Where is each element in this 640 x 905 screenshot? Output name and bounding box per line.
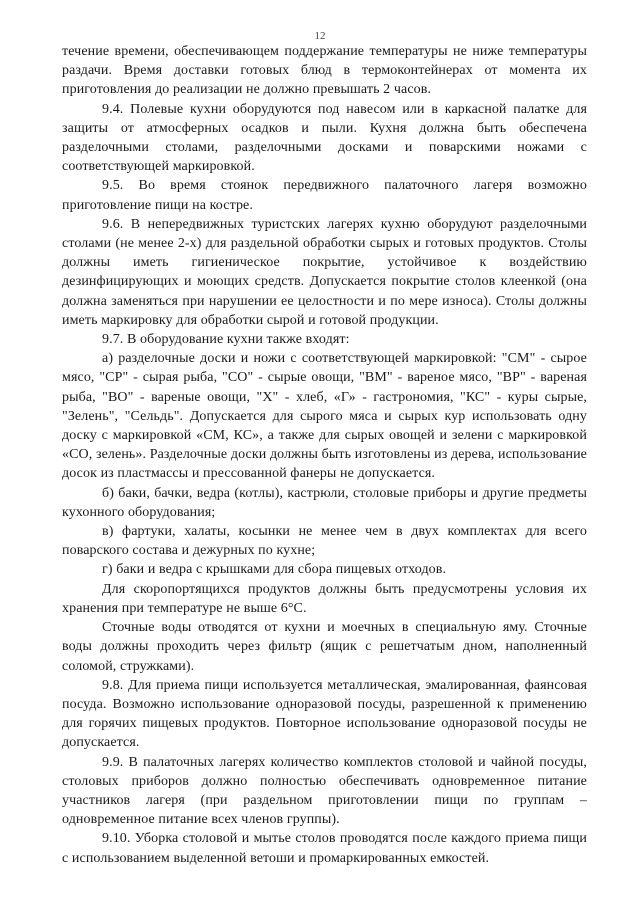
paragraph-9-10: 9.10. Уборка столовой и мытье столов проводятся после каждого приема пищи с использованием выделенной ветоши и промаркированных емкостей. xyxy=(62,831,587,866)
paragraph-wastewater: Сточные воды отводятся от кухни и моечных в специальную яму. Сточные воды должны проходить через фильтр (ящик с решетчатым дном, наполненный соломой, стружками). xyxy=(62,620,587,674)
document-body xyxy=(62,42,587,868)
list-item-g: г) баки и ведра с крышками для сбора пищевых отходов. xyxy=(102,562,447,578)
paragraph-9-5: 9.5. Во время стоянок передвижного палаточного лагеря возможно приготовление пищи на костре. xyxy=(62,178,587,213)
paragraph-9-4: 9.4. Полевые кухни оборудуются под навесом или в каркасной палатке для защиты от атмосферных осадков и пыли. Кухня должна быть обеспечена разделочными столами, разделочными досками и поварскими ножами с соответствующей маркировкой. xyxy=(62,101,587,175)
paragraph-9-6: 9.6. В непередвижных туристских лагерях кухню оборудуют разделочными столами (не менее 2-х) для раздельной обработки сырых и готовых продуктов. Столы должны иметь гигиеническое покрытие, устойчивое к воздействию дезинфицирующих и моющих средств. Допускается покрытие столов клеенкой (она должна заменяться при нарушении ее целостности и по мере износа). Столы должны иметь маркировку для обработки сырой и готовой продукции. xyxy=(62,216,587,328)
page-number: 12 xyxy=(314,30,326,42)
paragraph-9-8: 9.8. Для приема пищи используется металлическая, эмалированная, фаянсовая посуда. Возможно использование одноразовой посуды, разрешенной к применению для горячих пищевых продуктов. Повторное использование одноразовой посуды не допускается. xyxy=(62,677,587,751)
paragraph-storage: Для скоропортящихся продуктов должны быть предусмотрены условия их хранения при температуре не выше 6°С. xyxy=(62,581,587,616)
paragraph-continuation: течение времени, обеспечивающем поддержание температуры не ниже температуры раздачи. Время доставки готовых блюд в термоконтейнерах от момента их приготовления до реализации не должно превышать 2 часов. xyxy=(62,44,587,98)
list-item-b: б) баки, бачки, ведра (котлы), кастрюли, столовые приборы и другие предметы кухонного оборудования; xyxy=(62,485,587,520)
list-item-a: а) разделочные доски и ножи с соответствующей маркировкой: "СМ" - сырое мясо, "СР" - сырая рыба, "СО" - сырые овощи, "ВМ" - вареное мясо, "ВР" - вареная рыба, "ВО" - вареные овощи, "X" - хлеб, «Г» - гастрономия, "КС" - куры сырые, "Зелень", "Сельдь". Допускается для сырого мяса и сырых кур использовать одну доску с маркировкой «СМ, КС», а также для сырых овощей и зелени с маркировкой «СО, зелень». Разделочные доски должны быть изготовлены из дерева, использование досок из пластмассы и прессованной фанеры не допускается. xyxy=(62,351,587,482)
paragraph-9-7: 9.7. В оборудование кухни также входят: xyxy=(102,332,350,348)
list-item-v: в) фартуки, халаты, косынки не менее чем в двух комплектах для всего поварского состава и дежурных по кухне; xyxy=(62,524,587,559)
paragraph-9-9: 9.9. В палаточных лагерях количество комплектов столовой и чайной посуды, столовых приборов должно полностью обеспечивать одновременное питание участников лагеря (при раздельном приготовлении пищи по группам – одновременное питание всех членов группы). xyxy=(62,754,587,828)
